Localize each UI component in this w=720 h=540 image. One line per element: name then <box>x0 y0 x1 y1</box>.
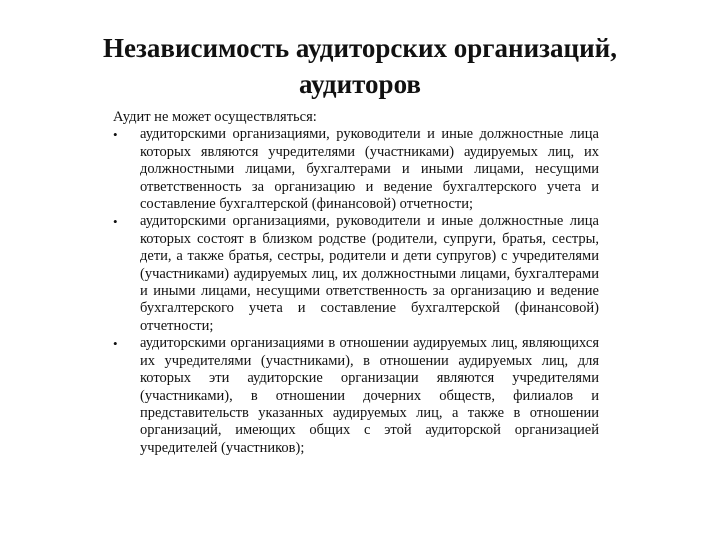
list-item-text: аудиторскими организациями в отношении аудируемых лиц, являющихся их учредителями (участниками), в отношении аудируемых лиц, для которых эти аудиторские организации являются учредителями (участниками), в отношении дочерних обществ, филиалов и представительств указанных аудируемых лиц, а также в отношении организаций, имеющих общих с этой аудиторской организацией учредителей (участников); <box>140 335 599 456</box>
list-item <box>113 335 599 457</box>
slide-title-line-1: Независимость аудиторских организаций, <box>103 33 617 63</box>
list-item <box>113 213 599 335</box>
bullet-icon: • <box>113 127 118 143</box>
slide-title <box>40 30 680 102</box>
bullet-list <box>113 126 599 457</box>
list-item-text: аудиторскими организациями, руководители и иные должностные лица которых состоят в близком родстве (родители, супруги, братья, сестры, дети, а также братья, сестры, родители и дети супругов) с учредителями (участниками) аудируемых лиц, их должностными лицами, бухгалтерами и иными лицами, несущими ответственность за организацию и ведение бухгалтерского учета и составление бухгалтерской (финансовой) отчетности; <box>140 213 599 334</box>
bullet-icon: • <box>113 336 118 352</box>
list-item-text: аудиторскими организациями, руководители и иные должностные лица которых являются учредителями (участниками) аудируемых лиц, их должностными лицами, бухгалтерами и иными лицами, несущими ответственность за организацию и ведение бухгалтерского учета и составление бухгалтерской (финансовой) отчетности; <box>140 126 599 213</box>
slide-title-line-2: аудиторов <box>299 69 421 99</box>
intro-text: Аудит не может осуществляться: <box>113 109 317 125</box>
slide-body <box>113 109 599 457</box>
list-item <box>113 126 599 213</box>
bullet-icon: • <box>113 214 118 230</box>
